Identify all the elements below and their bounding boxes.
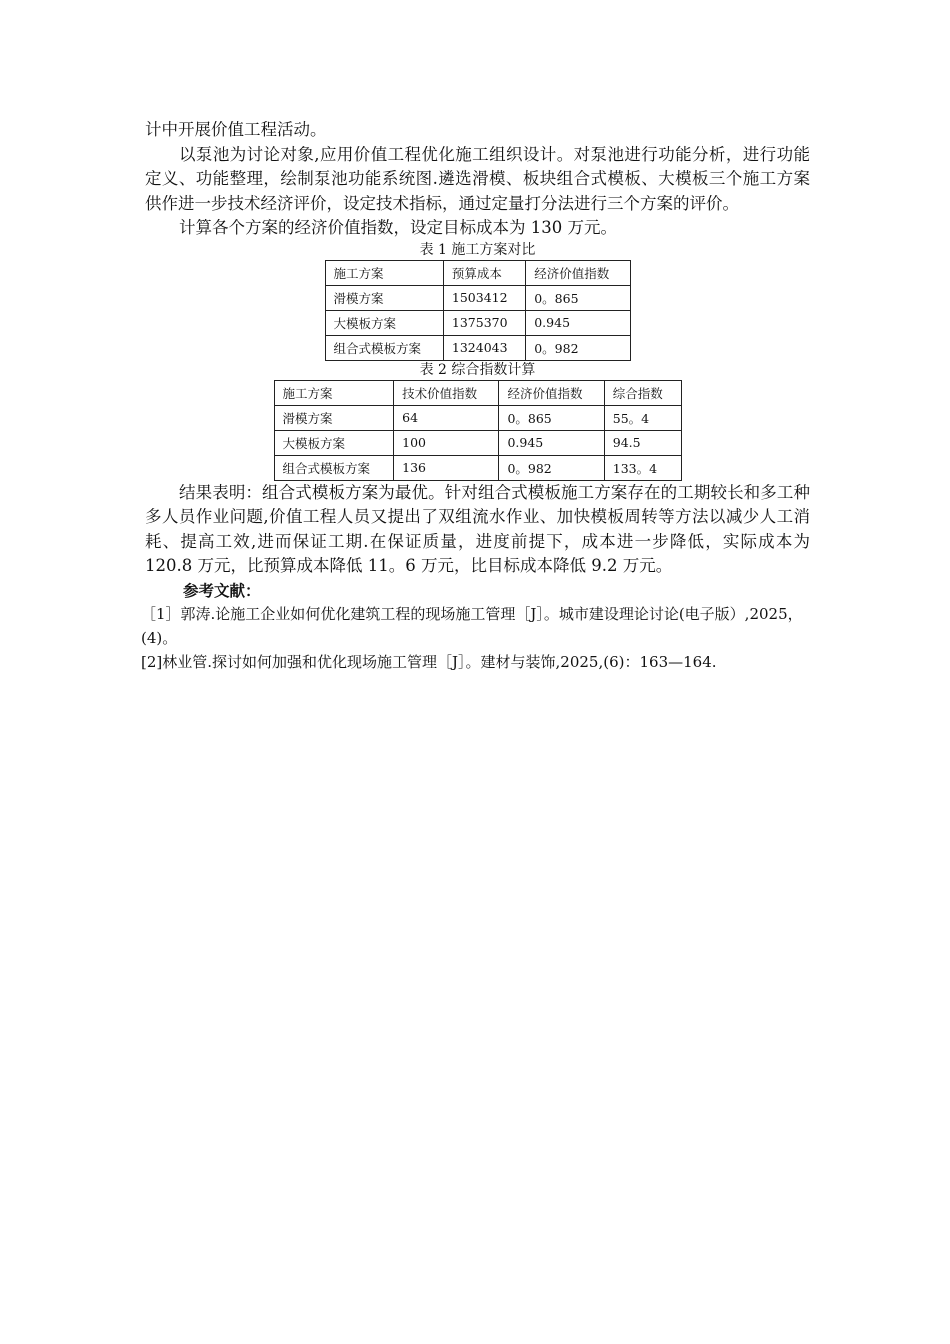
table-cell: 0。865 — [499, 405, 604, 430]
table-cell: 0。865 — [526, 285, 630, 310]
table-header-cell: 技术价值指数 — [394, 380, 499, 405]
table-cell: 94.5 — [604, 430, 681, 455]
table-cell: 1503412 — [443, 285, 525, 310]
paragraph-continuation: 计中开展价值工程活动。 — [145, 120, 327, 139]
table-header-cell: 经济价值指数 — [526, 260, 630, 285]
table1-plan-comparison — [325, 260, 631, 361]
table-cell: 滑模方案 — [325, 285, 443, 310]
table-cell: 64 — [394, 405, 499, 430]
table-cell: 组合式模板方案 — [274, 455, 394, 480]
paragraph-method: 以泵池为讨论对象,应用价值工程优化施工组织设计。对泵池进行功能分析，进行功能定义、功能整理，绘制泵池功能系统图.遴选滑模、板块组合式模板、大模板三个施工方案供作进一步技术经济评价，设定技术指标，通过定量打分法进行三个方案的评价。 — [145, 144, 810, 213]
table-cell: 136 — [394, 455, 499, 480]
table-cell: 55。4 — [604, 405, 681, 430]
table-cell: 1375370 — [443, 310, 525, 335]
table-header-cell: 施工方案 — [325, 260, 443, 285]
table-cell: 组合式模板方案 — [325, 335, 443, 360]
table-cell: 大模板方案 — [325, 310, 443, 335]
table-header-cell: 预算成本 — [443, 260, 525, 285]
table-cell: 0.945 — [526, 310, 630, 335]
table-row — [274, 405, 681, 430]
table-row — [274, 430, 681, 455]
table-cell: 滑模方案 — [274, 405, 394, 430]
table-header-row — [325, 260, 630, 285]
table-row — [274, 455, 681, 480]
table-cell: 100 — [394, 430, 499, 455]
reference-item-2: [2]林业管.探讨如何加强和优化现场施工管理［J］。建材与装饰,2025,(6)：163—164. — [141, 652, 717, 671]
table2-caption: 表 2 综合指数计算 — [419, 361, 536, 378]
document-page — [141, 118, 810, 674]
table-row — [325, 310, 630, 335]
table-cell: 0.945 — [499, 430, 604, 455]
table-cell: 133。4 — [604, 455, 681, 480]
table-header-row — [274, 380, 681, 405]
table-header-cell: 施工方案 — [274, 380, 394, 405]
table-header-cell: 经济价值指数 — [499, 380, 604, 405]
references-heading: 参考文献： — [183, 580, 261, 600]
table-row — [325, 285, 630, 310]
table1-caption: 表 1 施工方案对比 — [419, 241, 536, 258]
table-cell: 0。982 — [499, 455, 604, 480]
table-cell: 1324043 — [443, 335, 525, 360]
paragraph-calculation: 计算各个方案的经济价值指数，设定目标成本为 130 万元。 — [179, 218, 617, 237]
table2-composite-index — [274, 380, 682, 481]
table-row — [325, 335, 630, 360]
table-cell: 0。982 — [526, 335, 630, 360]
reference-item-1: ［1］郭涛.论施工企业如何优化建筑工程的现场施工管理［J］。城市建设理论讨论(电子版）,2025，(4)。 — [141, 604, 803, 647]
table-header-cell: 综合指数 — [604, 380, 681, 405]
paragraph-result: 结果表明：组合式模板方案为最优。针对组合式模板施工方案存在的工期较长和多工种多人员作业问题,价值工程人员又提出了双组流水作业、加快模板周转等方法以减少人工消耗、提高工效,进而保证工期.在保证质量，进度前提下，成本进一步降低，实际成本为 120.8 万元，比预算成本降低 11。6 万元，比目标成本降低 9.2 万元。 — [145, 482, 810, 575]
table-cell: 大模板方案 — [274, 430, 394, 455]
